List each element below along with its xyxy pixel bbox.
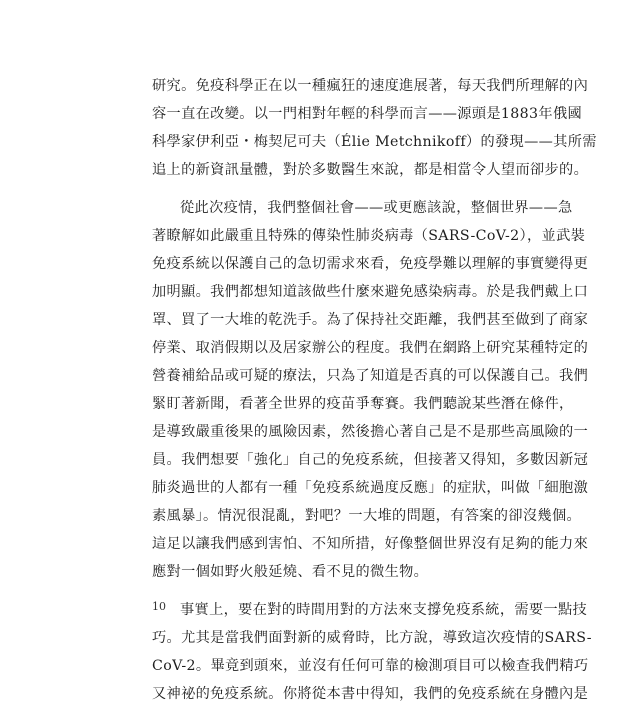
text-line: 是導致嚴重後果的風險因素，然後擔心著自己是不是那些高風險的一 bbox=[152, 424, 589, 440]
text-line: 事實上，要在對的時間用對的方法來支撐免疫系統，需要一點技 bbox=[180, 602, 588, 618]
body-text bbox=[152, 72, 597, 708]
text-line: 員。我們想要「強化」自己的免疫系統，但接著又得知，多數因新冠 bbox=[152, 452, 589, 468]
text-line: 從此次疫情，我們整個社會——或更應該說，整個世界——急 bbox=[180, 200, 573, 216]
text-line: CoV-2。畢竟到頭來，並沒有任何可靠的檢測項目可以檢查我們精巧 bbox=[152, 658, 589, 674]
text-line: 這足以讓我們感到害怕、不知所措，好像整個世界沒有足夠的能力來 bbox=[152, 536, 589, 552]
text-line: 加明顯。我們都想知道該做些什麼來避免感染病毒。於是我們戴上口 bbox=[152, 284, 589, 300]
text-line: 肺炎過世的人都有一種「免疫系統過度反應」的症狀，叫做「細胞激 bbox=[152, 480, 589, 496]
text-line: 罩、買了一大堆的乾洗手。為了保持社交距離，我們甚至做到了商家 bbox=[152, 312, 589, 328]
text-line: 追上的新資訊量體，對於多數醫生來說，都是相當令人望而卻步的。 bbox=[152, 162, 589, 178]
text-line: 應對一個如野火般延燒、看不見的微生物。 bbox=[152, 564, 429, 580]
text-line: 緊盯著新聞，看著全世界的疫苗爭奪賽。我們聽說某些潛在條件， bbox=[152, 396, 574, 412]
text-line: 著瞭解如此嚴重且特殊的傳染性肺炎病毒（SARS-CoV-2），並武裝 bbox=[152, 228, 586, 244]
text-line: 科學家伊利亞・梅契尼可夫（Élie Metchnikoff）的發現——其所需 bbox=[152, 134, 597, 150]
text-line: 研究。免疫科學正在以一種瘋狂的速度進展著，每天我們所理解的內 bbox=[152, 78, 589, 94]
text-line: 素風暴」。情況很混亂，對吧？一大堆的問題，有答案的卻沒幾個。 bbox=[152, 508, 582, 524]
paragraph-3 bbox=[152, 596, 592, 708]
text-line: 容一直在改變。以一門相對年輕的科學而言——源頭是1883年俄國 bbox=[152, 106, 583, 122]
page-number: 10 bbox=[152, 600, 166, 613]
text-line: 免疫系統以保護自己的急切需求來看，免疫學難以理解的事實變得更 bbox=[152, 256, 589, 272]
text-line: 停業、取消假期以及居家辦公的程度。我們在網路上研究某種特定的 bbox=[152, 340, 589, 356]
text-line: 又神祕的免疫系統。你將從本書中得知，我們的免疫系統在身體內是 bbox=[152, 686, 589, 702]
paragraph-2 bbox=[152, 194, 589, 586]
text-line: 營養補給品或可疑的療法，只為了知道是否真的可以保護自己。我們 bbox=[152, 368, 589, 384]
paragraph-1 bbox=[152, 72, 597, 184]
text-line: 巧。尤其是當我們面對新的威脅時，比方說，導致這次疫情的SARS- bbox=[152, 630, 592, 646]
